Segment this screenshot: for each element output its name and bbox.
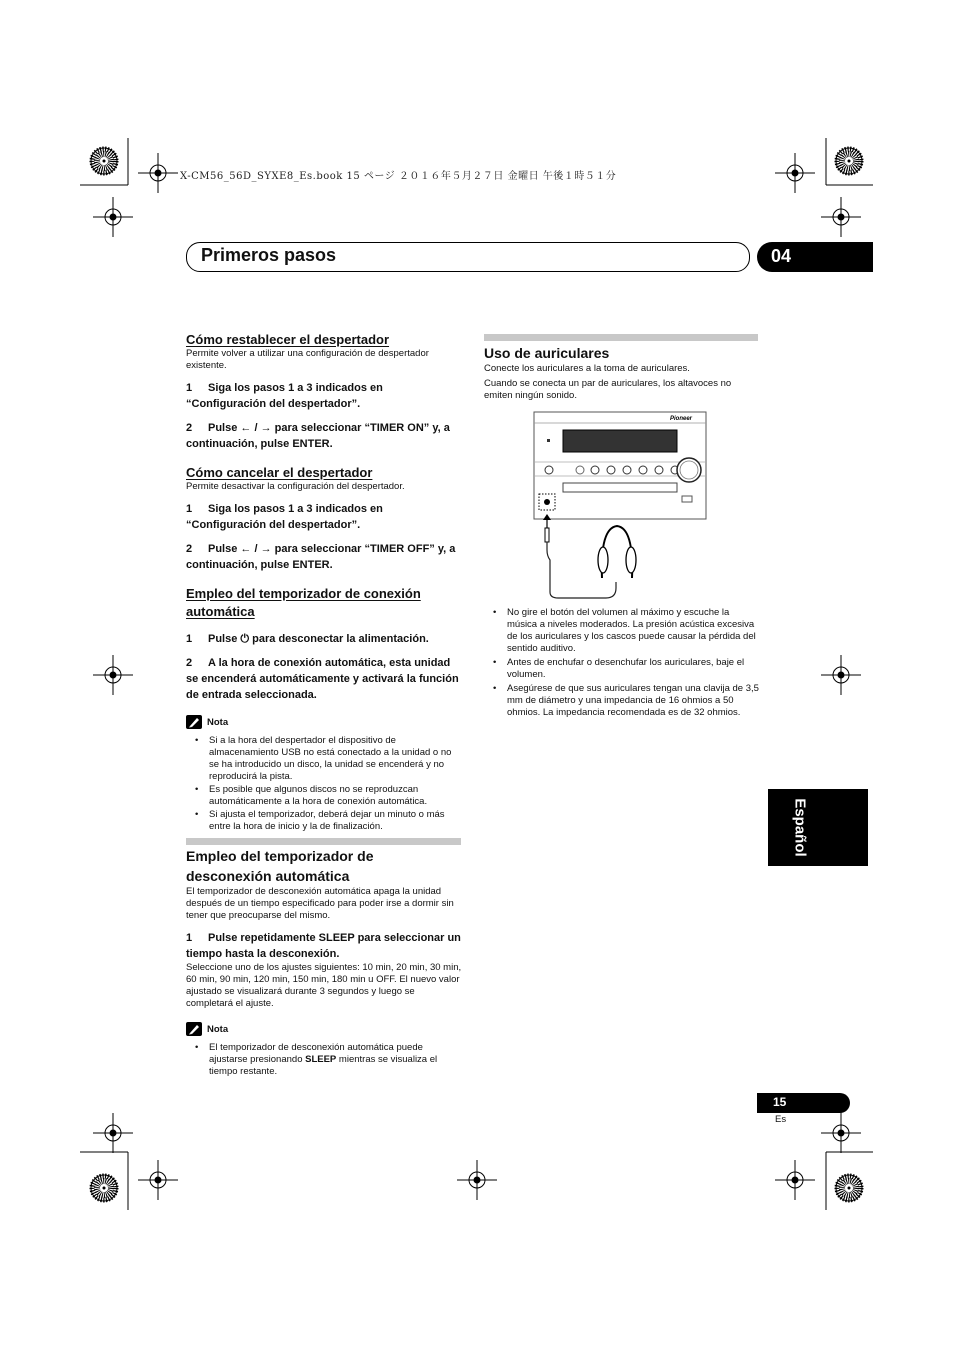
language-tab-label: Español <box>791 798 809 857</box>
step-1 <box>186 380 462 412</box>
note-item: • Antes de enchufar o desenchufar los auriculares, baje el volumen. <box>484 657 760 681</box>
section-cancel-alarm-desc: Permite desactivar la configuración del despertador. <box>186 481 405 492</box>
section-cancel-alarm-title: Cómo cancelar el despertador <box>186 465 373 480</box>
note-item: • Si a la hora del despertador el dispositivo de almacenamiento USB no está conectado a la unidad o no se ha introducido un disco, la unidad se encenderá y no reproducirá la pista. <box>186 735 462 783</box>
step-number: 1 <box>186 503 193 515</box>
chapter-number: 04 <box>771 246 792 266</box>
book-info-line: X-CM56_56D_SYXE8_Es.book 15 ページ ２０１６年５月２７日 金曜日 午後１時５１分 <box>180 171 617 182</box>
section-sleep-timer-title: Empleo del temporizador de desconexión automática <box>186 848 374 884</box>
section-headphones-title: Uso de auriculares <box>484 345 610 361</box>
step-1-desc: Seleccione uno de los ajustes siguientes: 10 min, 20 min, 30 min, 60 min, 90 min, 120 min, 150 min, 180 min u OFF. El nuevo valor ajustado se visualizará durante 3 segundos y luego se completará el ajuste. <box>186 962 462 1009</box>
svg-text:Pioneer: Pioneer <box>670 416 693 422</box>
step-number: 2 <box>186 657 193 669</box>
page-language: Es <box>775 1114 787 1125</box>
note-label-text: Nota <box>207 717 229 728</box>
note-list <box>186 1042 462 1078</box>
note-item: • No gire el botón del volumen al máximo y escuche la música a niveles moderados. La presión acústica excesiva de los auriculares y los cascos puede causar la pérdida del sentido auditivo. <box>484 607 760 655</box>
step-number: 2 <box>186 543 193 555</box>
note-label-text: Nota <box>207 1024 229 1035</box>
right-column <box>484 343 758 402</box>
step-text: A la hora de conexión automática, esta unidad se encenderá automáticamente y activará la función de entrada seleccionada. <box>186 657 459 701</box>
step-text: Pulse ⏻ para desconectar la alimentación. <box>208 633 429 645</box>
note-text: El temporizador de desconexión automática puede ajustarse presionando <box>209 1042 423 1065</box>
section-reset-alarm-title: Cómo restablecer el despertador <box>186 332 390 347</box>
section-reset-alarm-desc: Permite volver a utilizar una configuración de despertador existente. <box>186 348 429 371</box>
left-column-lower <box>186 846 462 1079</box>
note-list <box>186 735 462 833</box>
note-item: • Es posible que algunos discos no se reproduzcan automáticamente a la hora de conexión automática. <box>186 784 462 808</box>
step-2 <box>186 541 462 573</box>
note-heading <box>186 1020 462 1038</box>
step-text: Pulse ← / → para seleccionar “TIMER OFF” y, a continuación, pulse ENTER. <box>186 543 456 571</box>
step-text: Pulse ← / → para seleccionar “TIMER ON” y, a continuación, pulse ENTER. <box>186 422 450 450</box>
chapter-badge <box>757 242 873 272</box>
note-item: • Si ajusta el temporizador, deberá dejar un minuto o más entre la hora de inicio y la de finalización. <box>186 809 462 833</box>
pencil-note-icon <box>186 715 202 729</box>
headphones-p2: Cuando se conecta un par de auriculares, los altavoces no emiten ningún sonido. <box>484 378 732 401</box>
note-item <box>186 1042 462 1078</box>
page-header <box>186 242 750 272</box>
step-number: 2 <box>186 422 193 434</box>
headphones-p1: Conecte los auriculares a la toma de auriculares. <box>484 363 690 374</box>
note-heading <box>186 713 462 731</box>
section-sleep-timer-desc: El temporizador de desconexión automática apaga la unidad después de un tiempo especificado para poder irse a dormir sin tener que preocuparse del mismo. <box>186 886 454 921</box>
page-number: 15 <box>773 1095 787 1109</box>
page-number-badge <box>757 1093 850 1113</box>
section-auto-on-title: Empleo del temporizador de conexión automática <box>186 586 421 619</box>
note-list <box>484 607 760 719</box>
step-1 <box>186 930 462 962</box>
section-divider <box>186 838 461 845</box>
pencil-note-icon <box>186 1022 202 1036</box>
step-number: 1 <box>186 932 193 944</box>
step-number: 1 <box>186 633 193 645</box>
page-title: Primeros pasos <box>201 245 337 265</box>
step-2 <box>186 420 462 452</box>
step-2 <box>186 655 462 703</box>
step-text: Siga los pasos 1 a 3 indicados en “Configuración del despertador”. <box>186 382 383 410</box>
note-item: • Asegúrese de que sus auriculares tengan una clavija de 3,5 mm de diámetro y una impedancia de 16 ohmios a 50 ohmios. La impedancia recomendada es de 32 ohmios. <box>484 683 760 719</box>
step-text: Siga los pasos 1 a 3 indicados en “Configuración del despertador”. <box>186 503 383 531</box>
step-text: Pulse repetidamente SLEEP para seleccionar un tiempo hasta la desconexión. <box>186 932 461 960</box>
note-bold: SLEEP <box>305 1054 337 1065</box>
note-text: mientras se visualiza el tiempo restante. <box>209 1054 438 1077</box>
step-1 <box>186 501 462 533</box>
step-1 <box>186 631 462 647</box>
left-column <box>186 331 462 834</box>
right-notes <box>484 607 760 720</box>
step-number: 1 <box>186 382 193 394</box>
headphones-diagram <box>520 410 710 605</box>
section-divider <box>484 334 758 341</box>
language-tab <box>768 789 868 866</box>
